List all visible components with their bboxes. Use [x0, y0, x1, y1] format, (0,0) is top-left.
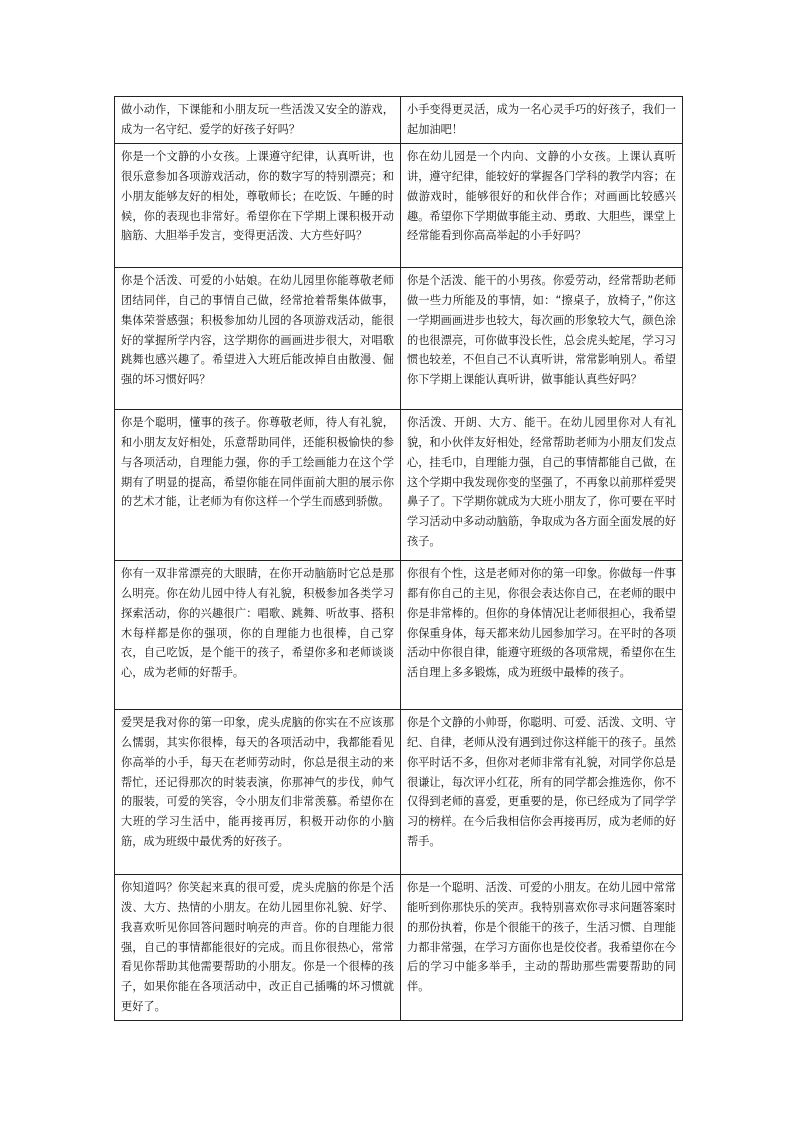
- comment-cell-left: 你是个活泼、可爱的小姑娘。在幼儿园里你能尊敬老师团结同伴，自己的事情自己做，经常抢着帮集体做事，集体荣誉感强；积极参加幼儿园的各项游戏活动，能很好的掌握所学内容，这学期你的画画进步很大，对唱歌跳舞也感兴趣了。希望进入大班后能改掉自由散漫、倔强的坏习惯好吗？: [115, 268, 401, 410]
- comment-cell-left: 你知道吗？你笑起来真的很可爱，虎头虎脑的你是个活泼、大方、热情的小朋友。在幼儿园里你礼貌、好学、我喜欢听见你回答问题时响亮的声音。你的自理能力很强，自己的事情都能很好的完成。而且你很热心，常常看见你帮助其他需要帮助的小朋友。你是一个很棒的孩子，如果你能在各项活动中，改正自己插嘴的坏习惯就更好了。: [115, 875, 401, 1021]
- comment-cell-left: 你有一双非常漂亮的大眼睛，在你开动脑筋时它总是那么明亮。你在幼儿园中待人有礼貌，积极参加各类学习探索活动，你的兴趣很广：唱歌、跳舞、听故事、搭积木每样都是你的强项，你的自理能力也很棒，自己穿衣，自己吃饭，是个能干的孩子，希望你多和老师谈谈心，成为老师的好帮手。: [115, 561, 401, 710]
- table-row: [115, 144, 683, 268]
- table-row: [115, 268, 683, 410]
- comment-cell-right: 你在幼儿园是一个内向、文静的小女孩。上课认真听讲，遵守纪律，能较好的掌握各门学科的教学内容；在做游戏时，能够很好的和伙伴合作；对画画比较感兴趣。希望你下学期做事能主动、勇敢、大胆些，课堂上经常能看到你高高举起的小手好吗？: [401, 144, 683, 268]
- table-row: [115, 875, 683, 1021]
- comment-cell-right: 你活泼、开朗、大方、能干。在幼儿园里你对人有礼貌，和小伙伴友好相处，经常帮助老师为小朋友们发点心，挂毛巾，自理能力强，自己的事情都能自己做，在这个学期中我发现你变的坚强了，不再象以前那样爱哭鼻子了。下学期你就成为大班小朋友了，你可要在平时学习活动中多动动脑筋，争取成为各方面全面发展的好孩子。: [401, 410, 683, 561]
- comment-cell-right: 你很有个性，这是老师对你的第一印象。你做每一件事都有你自己的主见，你很会表达你自己，在老师的眼中你是非常棒的。但你的身体情况让老师很担心，我希望你保重身体，每天都来幼儿园参加学习。在平时的各项活动中你很自律，能遵守班级的各项常规，希望你在生活自理上多多锻炼，成为班级中最棒的孩子。: [401, 561, 683, 710]
- comment-cell-right: 你是个活泼、能干的小男孩。你爱劳动，经常帮助老师做一些力所能及的事情，如：“擦桌子，放椅子，”你这一学期画画进步也较大，每次画的形象较大气，颜色涂的也很漂亮，可你做事没长性，总会虎头蛇尾，学习习惯也较差，不但自己不认真听讲，常常影响别人。希望你下学期上课能认真听讲，做事能认真些好吗？: [401, 268, 683, 410]
- teacher-comments-table: [114, 96, 683, 1021]
- comment-cell-right: 你是一个聪明、活泼、可爱的小朋友。在幼儿园中常常能听到你那快乐的笑声。我特别喜欢你寻求问题答案时的那份执着，你是个很能干的孩子，生活习惯、自理能力都非常强，在学习方面你也是佼佼者。我希望你在今后的学习中能多举手，主动的帮助那些需要帮助的同伴。: [401, 875, 683, 1021]
- comment-cell-left: 爱哭是我对你的第一印象，虎头虎脑的你实在不应该那么懦弱，其实你很棒，每天的各项活动中，我都能看见你高举的小手，每天在老师劳动时，你总是很主动的来帮忙，还记得那次的时装表演，你那神气的步伐，帅气的服装，可爱的笑容，令小朋友们非常羡慕。希望你在大班的学习生活中，能再接再厉，积极开动你的小脑筋，成为班级中最优秀的好孩子。: [115, 710, 401, 875]
- comment-cell-left: 你是个聪明，懂事的孩子。你尊敬老师，待人有礼貌，和小朋友友好相处，乐意帮助同伴，还能积极愉快的参与各项活动，自理能力强，你的手工绘画能力在这个学期有了明显的提高，希望你能在同伴面前大胆的展示你的艺术才能，让老师为有你这样一个学生而感到骄傲。: [115, 410, 401, 561]
- table-row: [115, 561, 683, 710]
- table-row: [115, 710, 683, 875]
- comment-cell-left: 做小动作，下课能和小朋友玩一些活泼又安全的游戏，成为一名守纪、爱学的好孩子好吗？: [115, 97, 401, 144]
- comment-cell-right: 小手变得更灵活，成为一名心灵手巧的好孩子，我们一起加油吧！: [401, 97, 683, 144]
- comment-cell-left: 你是一个文静的小女孩。上课遵守纪律，认真听讲，也很乐意参加各项游戏活动，你的数字写的特别漂亮；和小朋友能够友好的相处，尊敬师长；在吃饭、午睡的时候，你的表现也非常好。希望你在下学期上课积极开动脑筋、大胆举手发言，变得更活泼、大方些好吗？: [115, 144, 401, 268]
- table-row: [115, 410, 683, 561]
- table-row: [115, 97, 683, 144]
- comment-cell-right: 你是个文静的小帅哥，你聪明、可爱、活泼、文明、守纪、自律，老师从没有遇到过你这样能干的孩子。虽然你平时话不多，但你对老师非常有礼貌，对同学你总是很谦让，每次评小红花，所有的同学都会推选你，你不仅得到老师的喜爱，更重要的是，你已经成为了同学学习的榜样。在今后我相信你会再接再厉，成为老师的好帮手。: [401, 710, 683, 875]
